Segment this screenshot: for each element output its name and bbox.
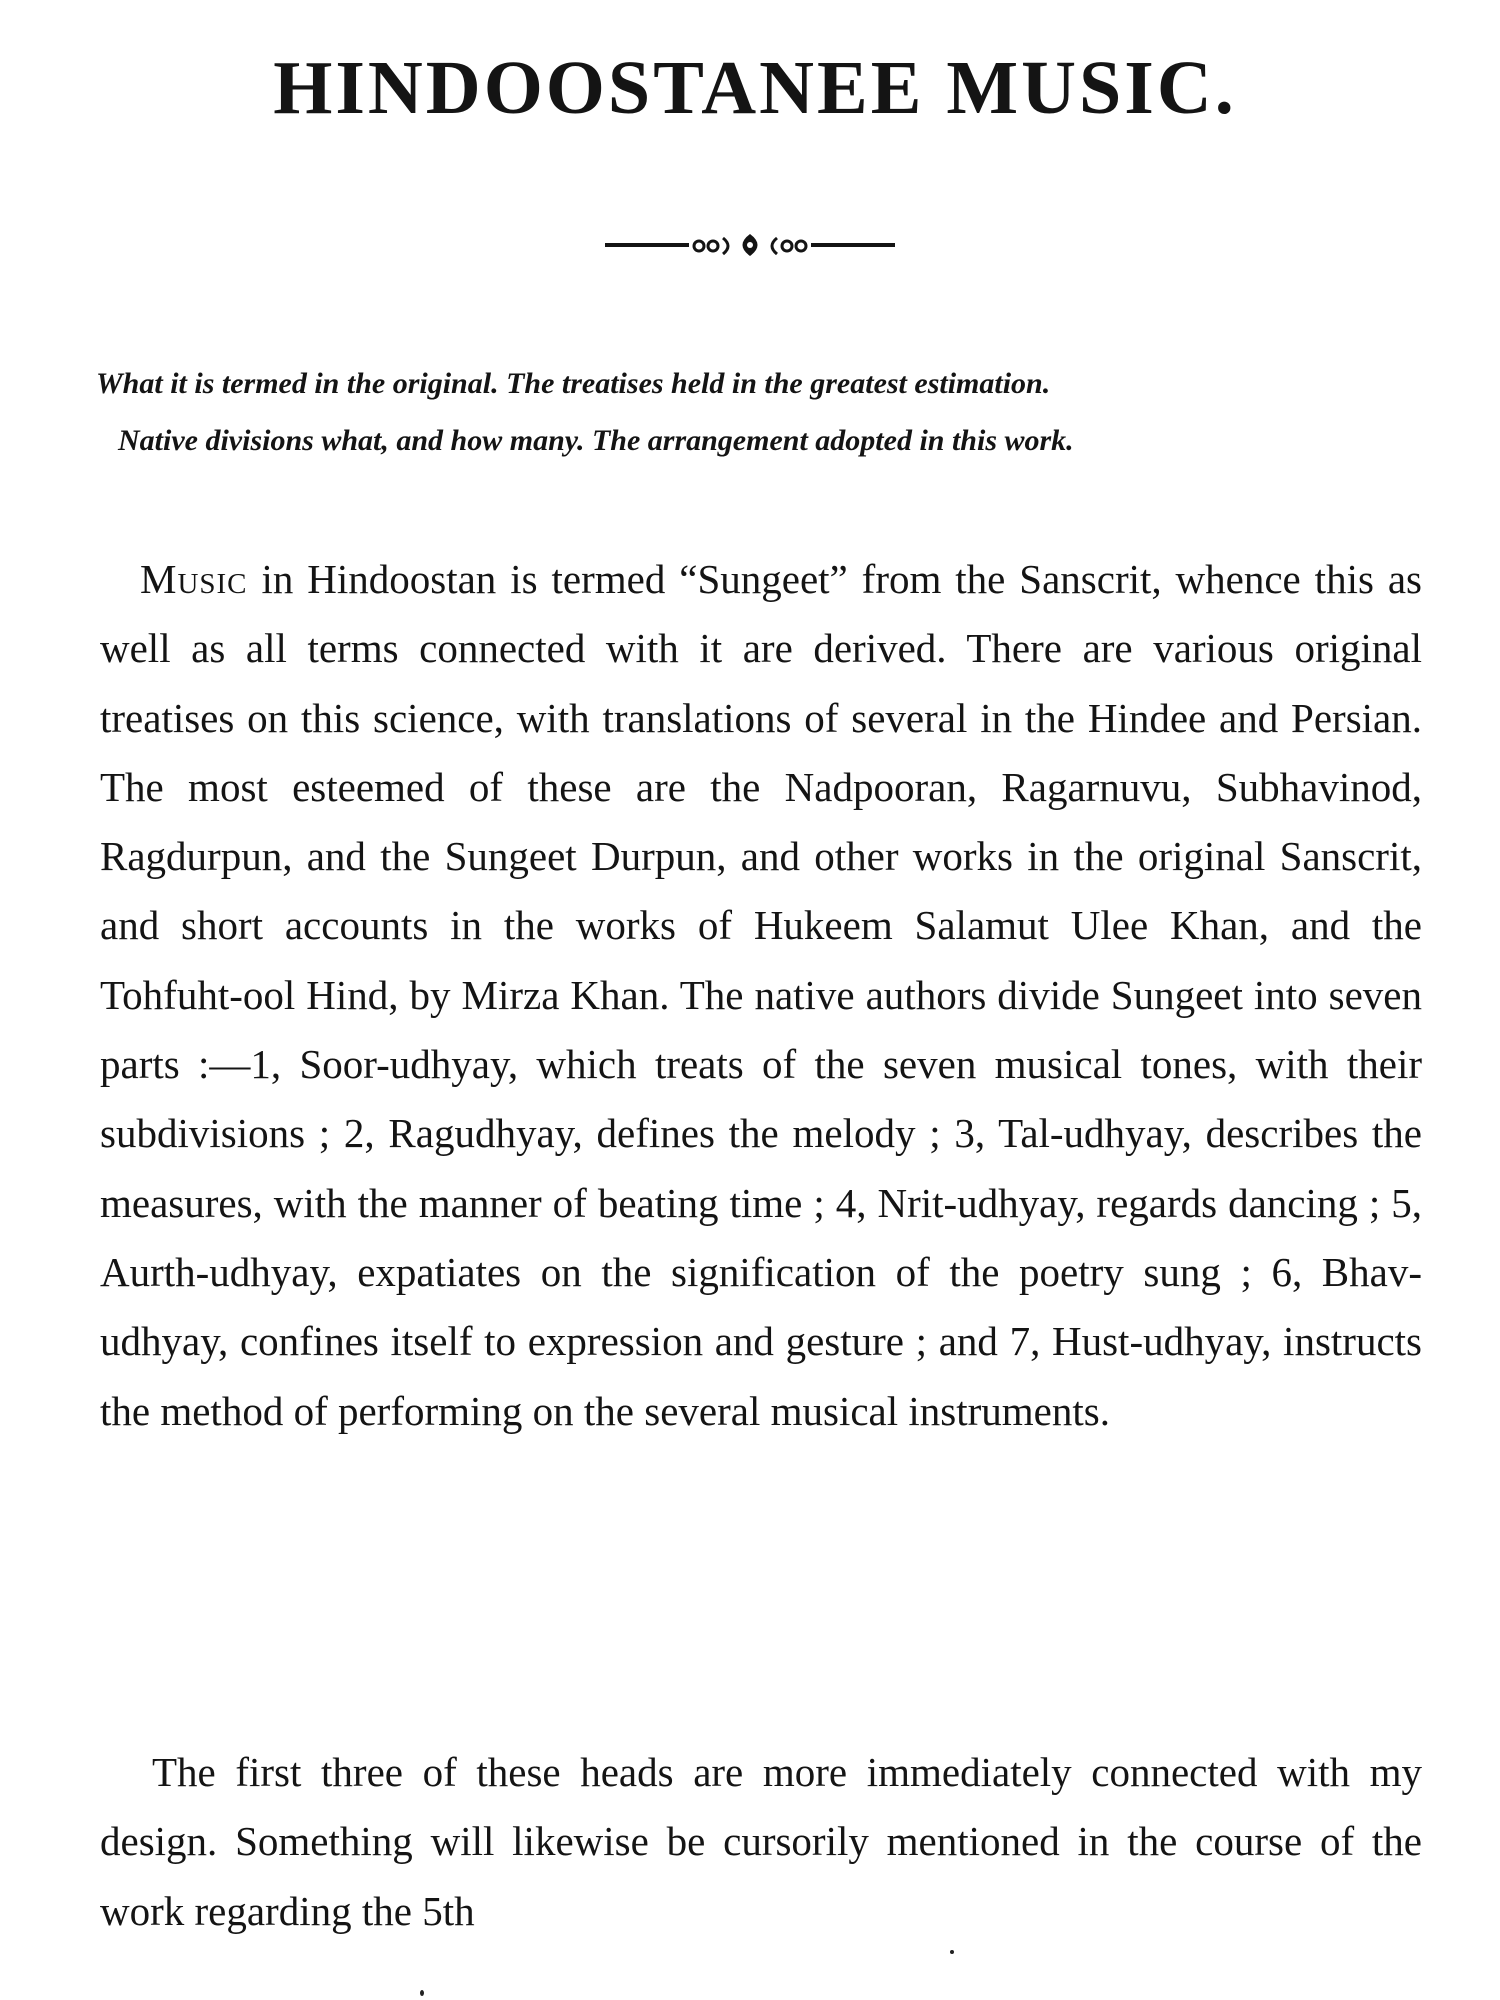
print-speck	[950, 1950, 954, 1954]
ornamental-rule-icon	[605, 228, 895, 262]
paragraph-lead-word: Music	[140, 556, 248, 602]
paragraph-text: in Hindoostan is termed “Sungeet” from the Sanscrit, whence this as well as all terms connected with it are derived. There are various original treatises on this science, with translations of several in the Hindee and Persian. The most esteemed of these are the Nadpooran, Ragarnuvu, Subhavinod, Ragdurpun, and the Sungeet Durpun, and other works in the original Sanscrit, and short accounts in the works of Hukeem Salamut Ulee Khan, and the Tohfuht-ool Hind, by Mirza Khan. The native authors divide Sungeet into seven parts :—1, Soor-udhyay, which treats of the seven musical tones, with their subdivisions ; 2, Ragudhyay, defines the melody ; 3, Tal-udhyay, describes the measures, with the manner of beating time ; 4, Nrit-udhyay, regards dancing ; 5, Aurth-udhyay, expatiates on the signification of the poetry sung ; 6, Bhav-udhyay, confines itself to expression and gesture ; and 7, Hust-udhyay, instructs the method of performing on the several musical instruments.	[100, 556, 1422, 1434]
chapter-summary	[96, 355, 1421, 469]
print-speck	[420, 1990, 424, 1996]
summary-line: What it is termed in the original. The treatises held in the greatest estimation.	[96, 367, 1051, 400]
summary-line: Native divisions what, and how many. The arrangement adopted in this work.	[118, 424, 1074, 457]
body-paragraph	[100, 545, 1422, 1446]
body-paragraph: The first three of these heads are more immediately connected with my design. Something will likewise be cursorily mentioned in the course of the work regarding the 5th	[100, 1749, 1422, 1934]
page-title: HINDOOSTANEE MUSIC.	[273, 46, 1237, 130]
